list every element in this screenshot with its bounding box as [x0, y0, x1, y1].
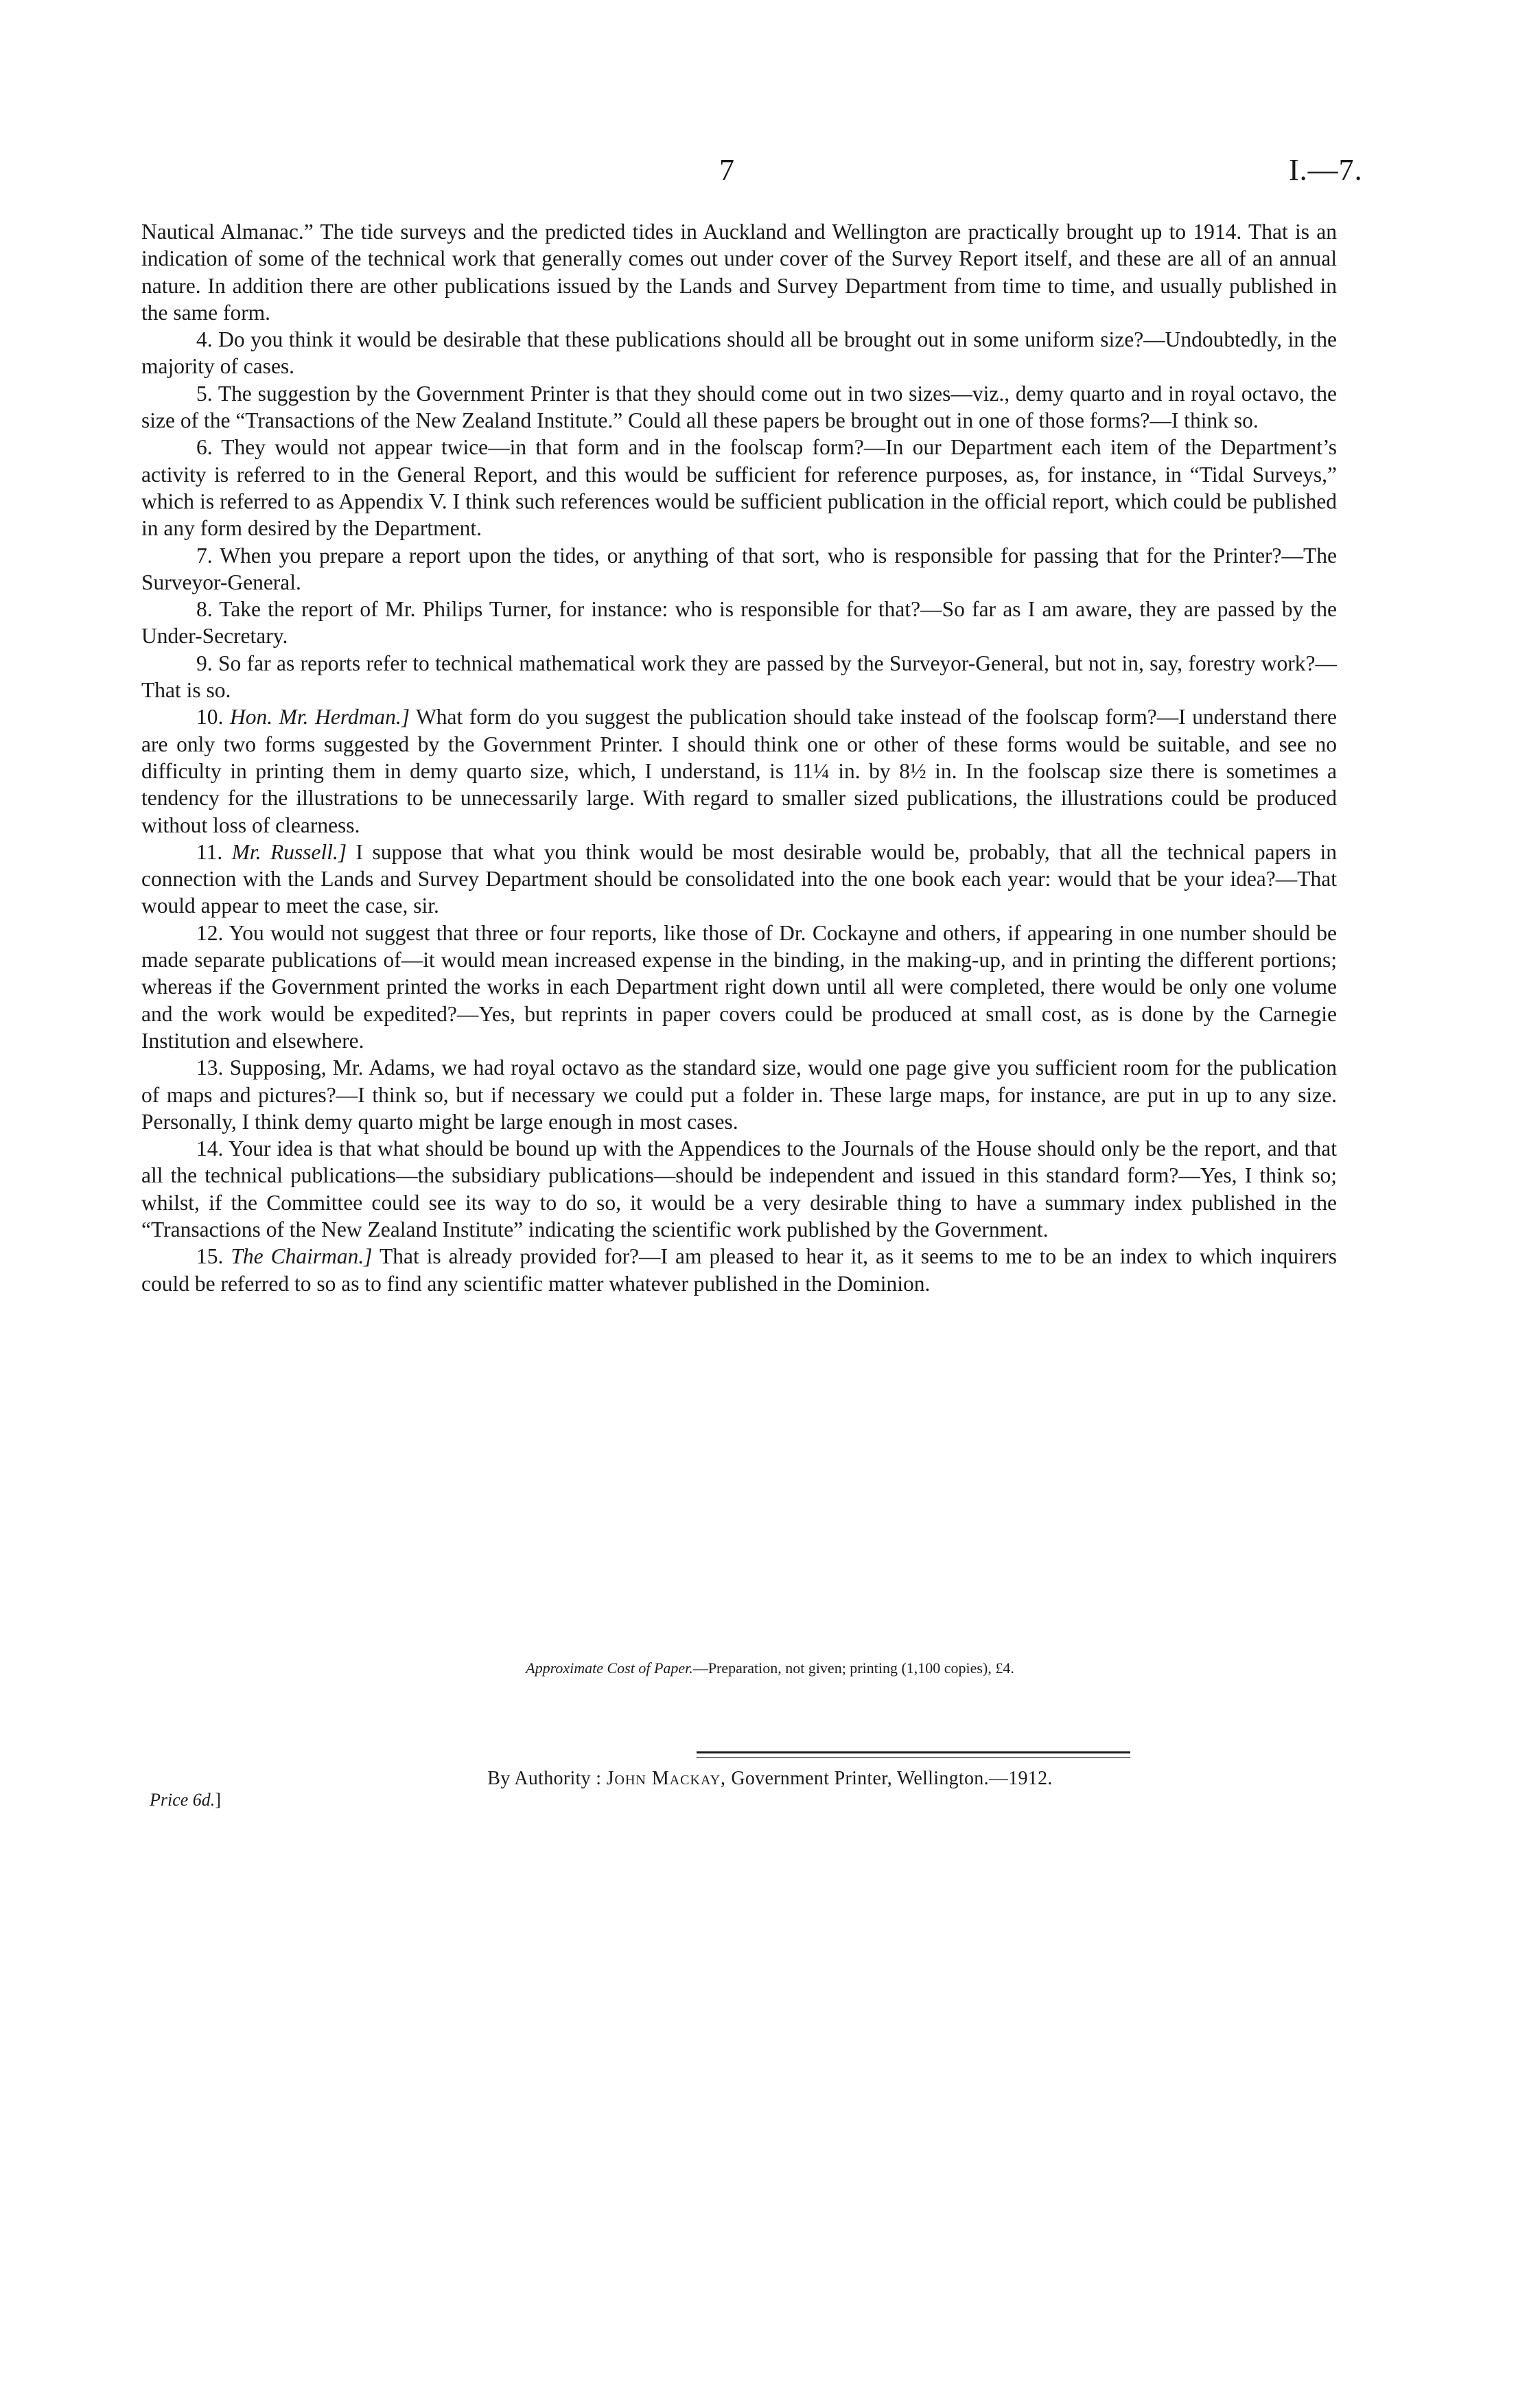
imprint-prefix: By Authority : [487, 1768, 602, 1789]
paragraph-text: That is already provided for?—I am pleased to hear it, as it seems to me to be an index to which inquirers could be referred to so as to find any scientific matter whatever published in the Dominion. [141, 1244, 1338, 1296]
paragraph: 7. When you prepare a report upon the tides, or anything of that sort, who is responsible for passing that for the Printer?—The Surveyor-General. [141, 543, 1337, 594]
speaker: The Chairman.] [231, 1244, 373, 1269]
paragraph: Nautical Almanac.” The tide surveys and the predicted tides in Auckland and Wellington are practically brought up to 1914. That is an indication of some of the technical work that generally comes out under cover of the Survey Report itself, and these are all of an annual nature. In addition there are other publications issued by the Lands and Survey Department from time to time, and usually published in the same form. [141, 220, 1337, 325]
question-number: 15. [196, 1244, 224, 1269]
paragraph-text: What form do you suggest the publication should take instead of the foolscap form?—I understand there are only two forms suggested by the Government Printer. I should think one or other of these forms would be suitable, and see no difficulty in printing them in demy quarto size, which, I understand, is 11¼ in. by 8½ in. In the foolscap size there is sometimes a tendency for the illustrations to be unnecessarily large. With regard to smaller sized publications, the illustrations could be produced without loss of clearness. [141, 705, 1337, 837]
price-bracket: ] [215, 1790, 221, 1810]
paragraph [141, 703, 1337, 838]
divider [697, 1751, 1130, 1753]
paragraph: 5. The suggestion by the Government Printer is that they should come out in two sizes—viz., demy quarto and in royal octavo, the size of the “Transactions of the New Zealand Institute.” Could all these papers be brought out in one of those forms?—I think so. [141, 381, 1337, 433]
paragraph: 9. So far as reports refer to technical mathematical work they are passed by the Surveyor-General, but not in, say, forestry work?—That is so. [141, 651, 1337, 703]
cost-note-label: Approximate Cost of Paper. [526, 1659, 693, 1677]
divider [697, 1757, 1130, 1758]
page-number: 7 [719, 153, 734, 187]
paragraph: 6. They would not appear twice—in that form and in the foolscap form?—In our Department each item of the Department’s activity is referred to in the General Report, and this would be sufficient for reference purposes, as, for instance, in “Tidal Surveys,” which is referred to as Appendix V. I think such references would be sufficient publication in the official report, which could be published in any form desired by the Department. [141, 435, 1337, 541]
body-text [141, 218, 1337, 1297]
imprint [0, 1768, 1540, 1790]
question-number: 11. [196, 839, 223, 864]
paragraph: 8. Take the report of Mr. Philips Turner, for instance: who is responsible for that?—So far as I am aware, they are passed by the Under-Secretary. [141, 597, 1337, 649]
paragraph [141, 839, 1337, 920]
printer-name: John Mackay, [606, 1768, 727, 1789]
paragraph: 12. You would not suggest that three or four reports, like those of Dr. Cockayne and others, if appearing in one number should be made separate publications of—it would mean increased expense in the binding, in the making-up, and in printing the different portions; whereas if the Government printed the works in each Department right down until all were completed, there would be only one volume and the work would be expedited?—Yes, but reprints in paper covers could be produced at small cost, as is done by the Carnegie Institution and elsewhere. [141, 920, 1337, 1053]
speaker: Mr. Russell.] [231, 839, 347, 864]
paragraph-text: I suppose that what you think would be most desirable would be, probably, that all the technical papers in connection with the Lands and Survey Department should be consolidated into the one book each year: would that be your idea?—That would appear to meet the case, sir. [141, 839, 1338, 918]
paragraph: 4. Do you think it would be desirable that these publications should all be brought out in some uniform size?—Undoubtedly, in the majority of cases. [141, 327, 1337, 379]
paragraph [141, 1243, 1337, 1297]
paper-reference: I.—7. [1289, 153, 1363, 187]
cost-note [0, 1659, 1540, 1677]
price [150, 1790, 221, 1810]
cost-note-text: —Preparation, not given; printing (1,100 copies), £4. [692, 1659, 1014, 1677]
speaker: Hon. Mr. Herdman.] [229, 705, 410, 730]
paragraph: 14. Your idea is that what should be bound up with the Appendices to the Journals of the House should only be the report, and that all the technical publications—the subsidiary publications—should be independent and issued in this standard form?—Yes, I think so; whilst, if the Committee could see its way to do so, it would be a very desirable thing to have a summary index published in the “Transactions of the New Zealand Institute” indicating the scientific work published by the Government. [141, 1136, 1337, 1241]
question-number: 10. [196, 705, 224, 730]
price-label: Price 6d. [150, 1790, 215, 1810]
imprint-suffix: Government Printer, Wellington.—1912. [731, 1768, 1053, 1789]
paragraph: 13. Supposing, Mr. Adams, we had royal octavo as the standard size, would one page give you sufficient room for the publication of maps and pictures?—I think so, but if necessary we could put a folder in. These large maps, for instance, are put in up to any size. Personally, I think demy quarto might be large enough in most cases. [141, 1055, 1337, 1134]
